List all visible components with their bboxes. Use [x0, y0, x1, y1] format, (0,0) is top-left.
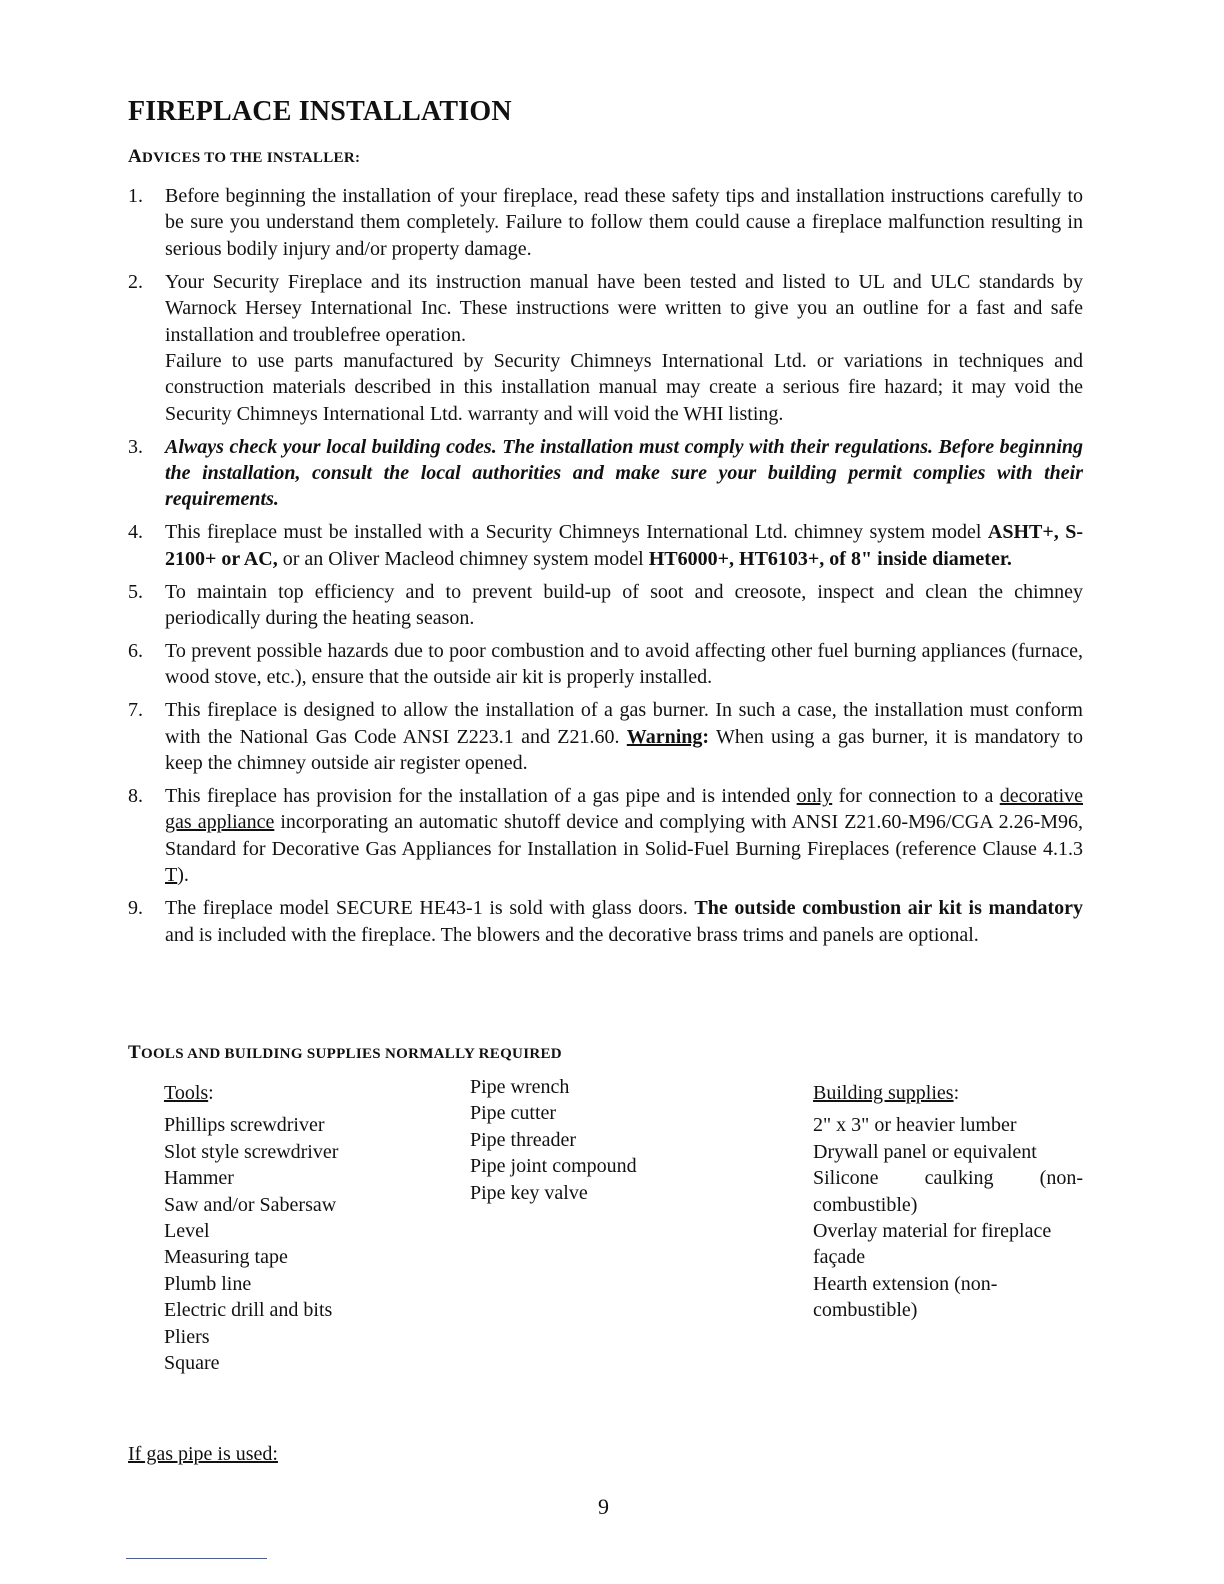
list-item: Hammer [164, 1167, 234, 1190]
page-number: 9 [598, 1494, 609, 1519]
tools-column: Tools: Phillips screwdriver Slot style screwdriver Hammer Saw and/or Sabersaw Level Measuring tape Plumb line Electric drill and bits Pliers Square [164, 1080, 338, 1376]
list-item: Pipe key valve [470, 1181, 588, 1204]
building-supplies-column: Building supplies: 2" x 3" or heavier lumber Drywall panel or equivalent Silicone caulking (non- combustible) Overlay material for fireplace façade Hearth extension (non- combustible) [813, 1082, 1083, 1322]
list-item: Pliers [164, 1325, 210, 1348]
list-item: Plumb line [164, 1272, 252, 1295]
list-item: Pipe threader [470, 1128, 577, 1151]
tools-heading: TOOLS AND BUILDING SUPPLIES NORMALLY REQUIRED [128, 1042, 562, 1063]
warning-label: Warning [626, 725, 703, 748]
list-item: Pipe cutter [470, 1102, 557, 1125]
list-item: 5. To maintain top efficiency and to prevent build-up of soot and creosote, inspect and clean the chimney periodically during the heating season. [128, 580, 1083, 630]
list-item: Overlay material for fireplace [813, 1220, 1052, 1243]
list-item: Drywall panel or equivalent [813, 1140, 1037, 1163]
list-item: Hearth extension (non- [813, 1272, 998, 1295]
pipe-tools-column [470, 1074, 637, 1206]
advice-list [128, 183, 1083, 954]
list-item: 3. Always check your local building codes. The installation must comply with their regulations. Before beginning the installation, consult the local authorities and make sure your building permit complies with their requirements. [128, 435, 1083, 511]
list-item: 4. This fireplace must be installed with a Security Chimneys International Ltd. chimney system model ASHT+, S-2100+ or AC, or an Oliver Macleod chimney system model HT6000+, HT6103+, of 8" inside diameter. [128, 521, 1083, 570]
list-item: Phillips screwdriver [164, 1114, 325, 1137]
advices-heading: ADVICES TO THE INSTALLER: [128, 146, 361, 167]
list-item: Measuring tape [164, 1246, 288, 1269]
page-title: FIREPLACE INSTALLATION [128, 96, 512, 127]
list-item: 2" x 3" or heavier lumber [813, 1114, 1017, 1137]
list-item: Pipe joint compound [470, 1155, 637, 1178]
list-item: 1. Before beginning the installation of your fireplace, read these safety tips and installation instructions carefully to be sure you understand them completely. Failure to follow them could cause a fireplace malfunction resulting in serious bodily injury and/or property damage. [128, 185, 1083, 260]
list-item: Pipe wrench [470, 1076, 570, 1098]
list-item: 8. This fireplace has provision for the installation of a gas pipe and is intended only for connection to a decorative gas appliance incorporating an automatic shutoff device and complying with ANSI Z21.60-M96/CGA 2.26-M96, Standard for Decorative Gas Appliances for Installation in Solid-Fuel Burning Fireplaces (reference Clause 4.1.3 T). [128, 785, 1084, 887]
list-item: Electric drill and bits [164, 1299, 333, 1322]
list-item: 6. To prevent possible hazards due to poor combustion and to avoid affecting other fuel burning appliances (furnace, wood stove, etc.), ensure that the outside air kit is properly installed. [128, 640, 1083, 689]
list-item: 2. Your Security Fireplace and its instruction manual have been tested and listed to UL and ULC standards by Warnock Hersey International Inc. These instructions were written to give you an outline for a fast and safe installation and troublefree operation. Failure to use parts manufactured by Security Chimneys International Ltd. or variations in techniques and construction materials described in this installation manual may create a serious fire hazard; it may void the Security Chimneys International Ltd. warranty and will void the WHI listing. [128, 270, 1083, 425]
list-item: Level [164, 1220, 210, 1243]
list-item: Silicone caulking (non- [813, 1167, 1083, 1190]
list-item: 9. The fireplace model SECURE HE43-1 is sold with glass doors. The outside combustion air kit is mandatory and is included with the fireplace. The blowers and the decorative brass trims and panels are optional. [128, 897, 1083, 946]
gas-pipe-heading: If gas pipe is used: [128, 1443, 278, 1465]
list-item: Slot style screwdriver [164, 1140, 339, 1163]
list-item: Saw and/or Sabersaw [164, 1193, 337, 1216]
list-item: Square [164, 1352, 220, 1375]
footnote-divider [126, 1558, 267, 1559]
list-item: 7. This fireplace is designed to allow the installation of a gas burner. In such a case, the installation must conform with the National Gas Code ANSI Z223.1 and Z21.60. Warning: When using a gas burner, it is mandatory to keep the chimney outside air register opened. [128, 699, 1083, 775]
